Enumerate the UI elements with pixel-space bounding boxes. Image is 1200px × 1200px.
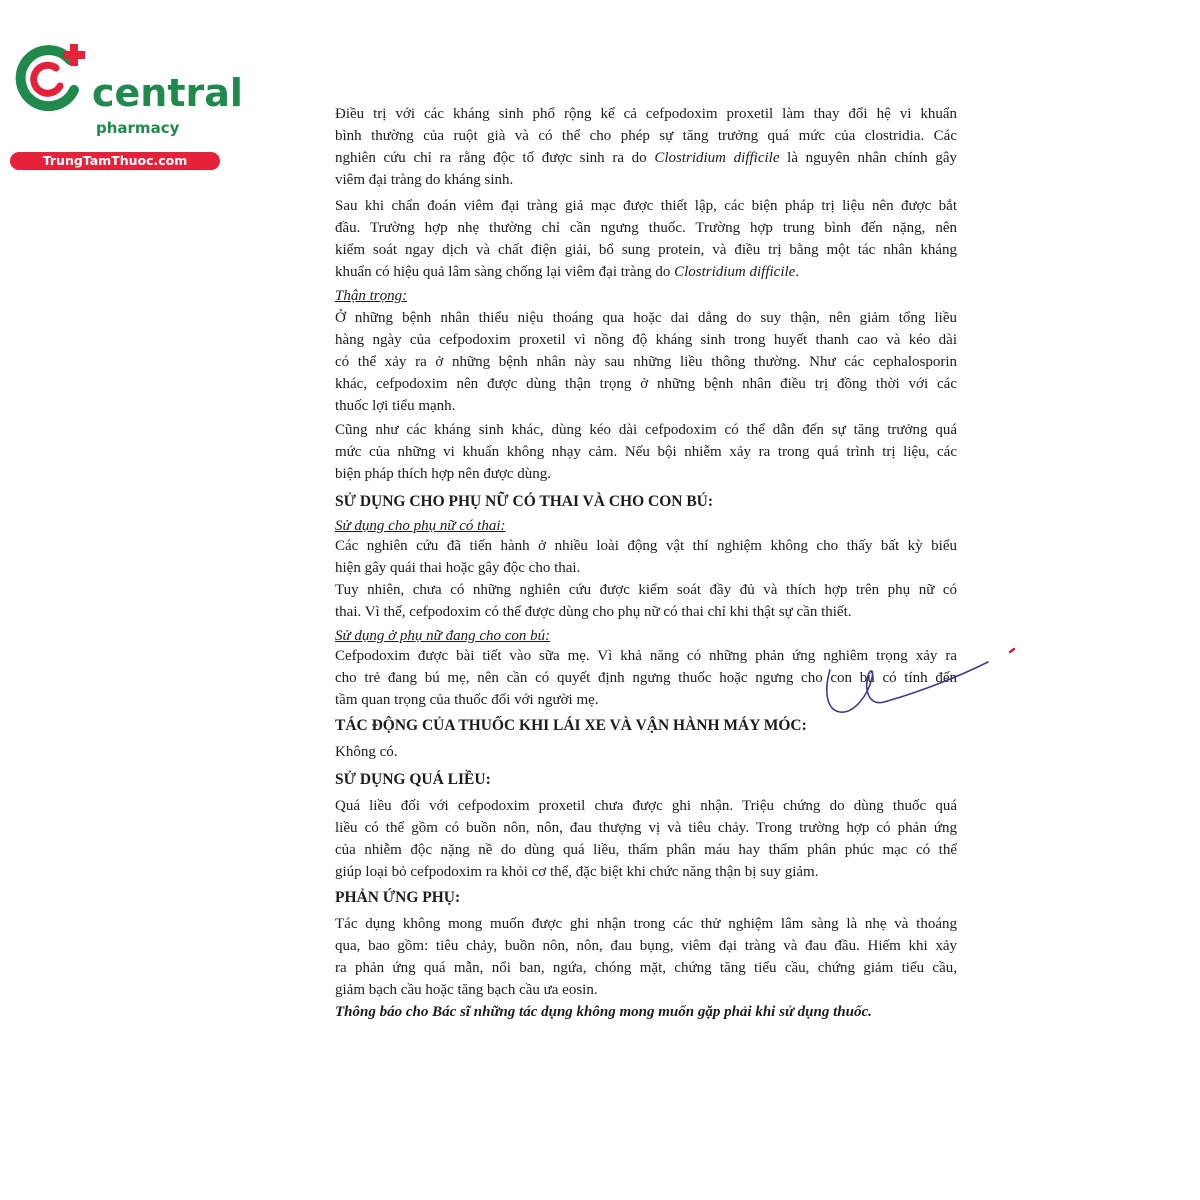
subheading-than-trong: Thận trọng: [335,288,408,304]
doctor-notice: Thông báo cho Bác sĩ những tác dụng không mong muốn gặp phải khi sử dụng thuốc. [335,1004,872,1020]
text-line: khác, cefpodoxim nên được dùng thận trọng ở những bệnh nhân điều trị đồng thời với các [335,376,957,392]
text-line: giúp loại bỏ cefpodoxim ra khỏi cơ thể, đặc biệt khi chức năng thận bị suy giảm. [335,864,819,880]
text-line: Tác dụng không mong muốn được ghi nhận trong các thử nghiệm lâm sàng là nhẹ và thoáng [335,916,957,932]
heading-side-effects: PHẢN ỨNG PHỤ: [335,889,461,906]
text-line: Sau khi chẩn đoán viêm đại tràng giả mạc được thiết lập, các biện pháp trị liệu nên được bắt [335,198,957,214]
brand-name: central [92,71,243,115]
brand-website: TrungTamThuoc.com [10,152,220,170]
text-line: thai. Vì thế, cefpodoxim có thể được dùng cho phụ nữ có thai chỉ khi thật sự cần thiết. [335,604,852,620]
heading-driving: TÁC ĐỘNG CỦA THUỐC KHI LÁI XE VÀ VẬN HÀNH MÁY MÓC: [335,717,807,734]
text-line: liều có thể gồm có buồn nôn, nôn, đau thượng vị và tiêu chảy. Trong trường hợp có phản ứng [335,820,957,836]
text-line: giảm bạch cầu hoặc tăng bạch cầu ưa eosin. [335,982,598,998]
text-line: biện pháp thích hợp nên được dùng. [335,466,552,482]
heading-overdose: SỬ DỤNG QUÁ LIỀU: [335,771,491,788]
text-line: Điều trị với các kháng sinh phổ rộng kể cả cefpodoxim proxetil làm thay đổi hệ vi khuẩn [335,106,957,122]
text-line: Các nghiên cứu đã tiến hành ở nhiều loài động vật thí nghiệm không cho thấy bất kỳ biểu [335,538,957,554]
text-line: Ở những bệnh nhân thiểu niệu thoáng qua hoặc dai dẳng do suy thận, nên giảm tổng liều [335,310,957,326]
subheading-pregnant: Sử dụng cho phụ nữ có thai: [335,518,506,534]
text-line: ra phản ứng quá mẫn, nổi ban, ngứa, chóng mặt, chứng tăng tiểu cầu, chứng giảm tiểu cầu, [335,960,957,976]
text-line: Tuy nhiên, chưa có những nghiên cứu được kiểm soát đầy đủ và thích hợp trên phụ nữ có [335,582,957,598]
brand-subtitle: pharmacy [96,119,180,137]
text-line: tầm quan trọng của thuốc đối với người mẹ. [335,692,599,708]
text-line: khuẩn có hiệu quả lâm sàng chống lại viêm đại tràng do Clostridium difficile. [335,264,800,280]
text-line: Quá liều đối với cefpodoxim proxetil chưa được ghi nhận. Triệu chứng do dùng thuốc quá [335,798,957,814]
text-line: mức của những vi khuẩn không nhạy cảm. Nếu bội nhiễm xảy ra trong quá trình trị liệu, các [335,444,957,460]
text-line: của nhiễm độc nặng nề do dùng quá liều, thẩm phân máu hay thẩm phân phúc mạc có thể [335,842,957,858]
text-line: hiện gây quái thai hoặc gây độc cho thai. [335,560,581,576]
text-line: kiểm soát ngay dịch và chất điện giải, bổ sung protein, và điều trị bằng một tác nhân kháng [335,242,957,258]
subheading-nursing: Sử dụng ở phụ nữ đang cho con bú: [335,628,551,644]
pharmacy-cross-logo-icon [12,38,92,118]
heading-pregnancy: SỬ DỤNG CHO PHỤ NỮ CÓ THAI VÀ CHO CON BÚ: [335,493,714,510]
text-line: Không có. [335,744,398,760]
text-line: hàng ngày của cefpodoxim proxetil vì nồng độ kháng sinh trong huyết thanh cao và kéo dài [335,332,957,348]
text-line: Cefpodoxim được bài tiết vào sữa mẹ. Vì khả năng có những phản ứng nghiêm trọng xảy ra [335,648,957,664]
text-line: nghiên cứu chỉ ra rằng độc tố được sinh ra do Clostridium difficile là nguyên nhân chính gây [335,150,957,166]
text-line: bình thường của ruột già và có thể cho phép sự tăng trưởng quá mức của clostridia. Các [335,128,957,144]
text-line: cho trẻ đang bú mẹ, nên cần có quyết định ngưng thuốc hoặc ngưng cho con bú có tính đến [335,670,957,686]
text-line: thuốc lợi tiểu mạnh. [335,398,456,414]
text-line: viêm đại tràng do kháng sinh. [335,172,514,188]
text-line: có thể xảy ra ở những bệnh nhân này sau những liều thông thường. Như các cephalosporin [335,354,957,370]
logo [8,34,243,168]
text-line: đầu. Trường hợp nhẹ thường chỉ cần ngưng thuốc. Trường hợp trung bình đến nặng, nên [335,220,957,236]
text-line: qua, bao gồm: tiêu chảy, buồn nôn, nôn, đau bụng, viêm đại tràng và đau đầu. Hiếm khi xảy [335,938,957,954]
text-line: Cũng như các kháng sinh khác, dùng kéo dài cefpodoxim có thể dẫn đến sự tăng trưởng quá [335,422,957,438]
